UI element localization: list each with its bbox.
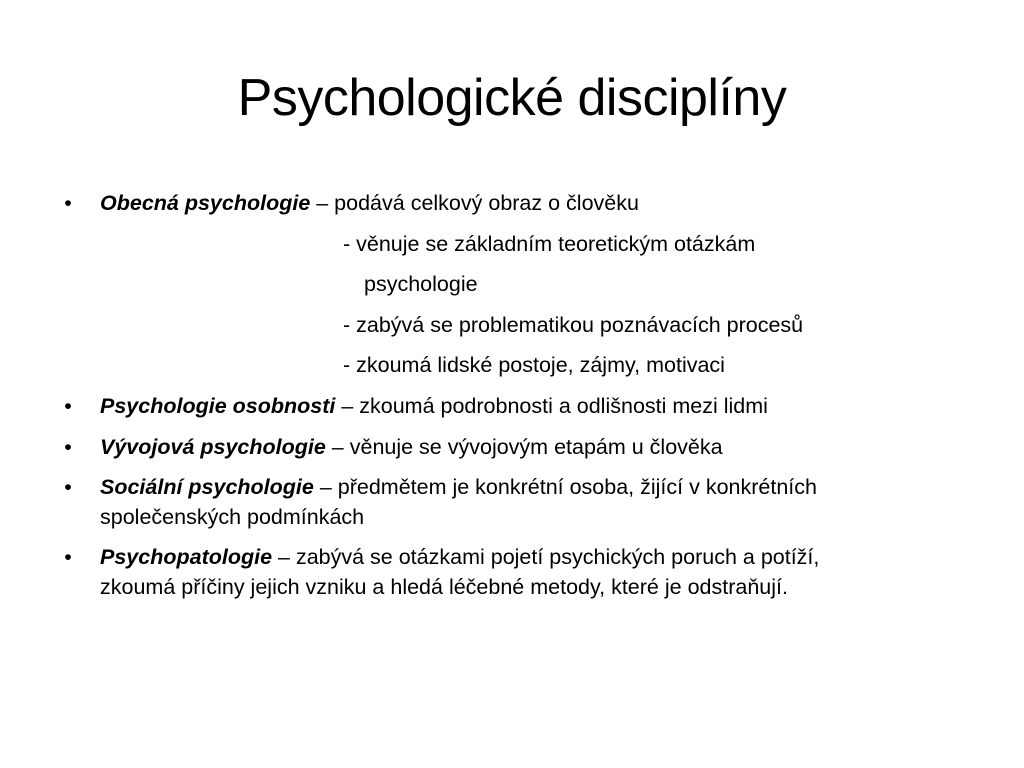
sub-line: - věnuje se základním teoretickým otázkám <box>343 231 756 256</box>
item-description: – předmětem je konkrétní osoba, žijící v konkrétních <box>313 475 817 500</box>
item-term: Vývojová psychologie <box>100 434 326 459</box>
slide-title: Psychologické disciplíny <box>237 69 787 127</box>
item-description: – zkoumá podrobnosti a odlišnosti mezi lidmi <box>335 393 768 418</box>
item-term: Obecná psychologie <box>100 191 311 215</box>
bullet-icon: • <box>64 545 72 570</box>
item-term: Psychologie osobnosti <box>100 393 336 418</box>
item-description-continued: zkoumá příčiny jejich vzniku a hledá léčebné metody, které je odstraňují. <box>100 575 788 600</box>
item-term: Psychopatologie <box>100 545 273 570</box>
item-description: – podává celkový obraz o člověku <box>310 191 639 215</box>
sub-line: - zkoumá lidské postoje, zájmy, motivaci <box>343 353 725 378</box>
bullet-list <box>62 183 962 607</box>
list-item <box>62 183 962 224</box>
list-item <box>62 427 962 468</box>
item-term: Sociální psychologie <box>100 475 314 500</box>
sub-line: - zabývá se problematikou poznávacích procesů <box>343 312 804 337</box>
bullet-icon: • <box>64 434 72 459</box>
sub-line: psychologie <box>364 272 478 297</box>
list-item <box>62 386 962 427</box>
list-item <box>62 537 962 607</box>
item-description: – věnuje se vývojovým etapám u člověka <box>325 434 723 459</box>
bullet-icon: • <box>64 475 72 500</box>
bullet-icon: • <box>64 393 72 418</box>
bullet-icon: • <box>64 191 72 215</box>
item-description-continued: společenských podmínkách <box>100 505 365 530</box>
item-description: – zabývá se otázkami pojetí psychických poruch a potíží, <box>272 545 820 570</box>
list-item <box>62 467 962 537</box>
